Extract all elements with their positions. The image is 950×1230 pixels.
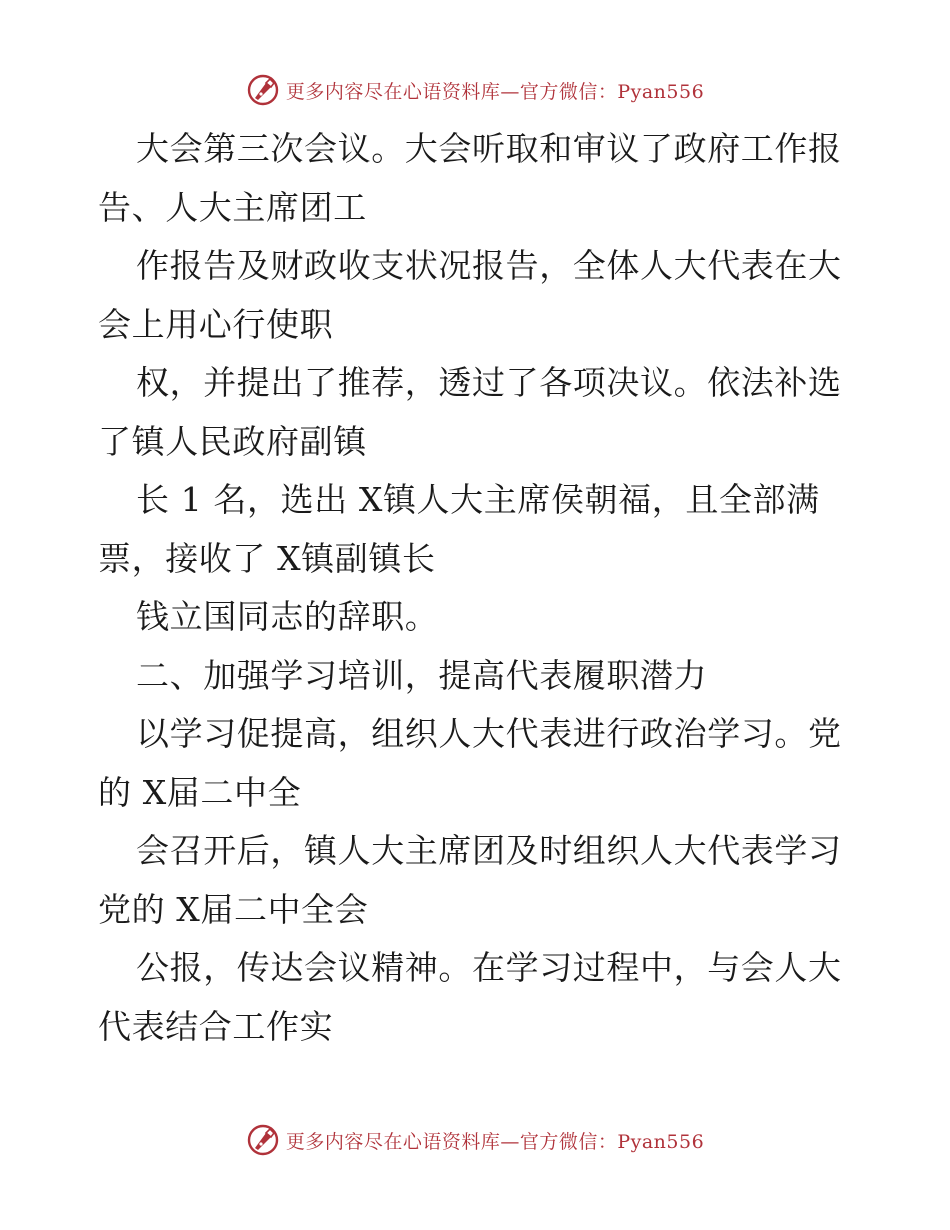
body-line: 票，接收了 X镇副镇长 xyxy=(98,538,436,578)
body-line: 长 1 名，选出 X镇人大主席侯朝福，且全部满 xyxy=(136,480,820,519)
body-line: 公报，传达会议精神。在学习过程中，与会人大 xyxy=(136,948,842,987)
body-line: 代表结合工作实 xyxy=(98,1006,334,1046)
document-body xyxy=(98,120,858,1056)
pen-nib-circle-icon xyxy=(246,73,280,107)
body-line: 以学习促提高，组织人大代表进行政治学习。党 xyxy=(136,714,842,753)
body-line: 作报告及财政收支状况报告，全体人大代表在大 xyxy=(136,246,842,285)
body-line: 会上用心行使职 xyxy=(98,304,334,344)
body-line: 了镇人民政府副镇 xyxy=(98,421,367,461)
body-line: 大会第三次会议。大会听取和审议了政府工作报 xyxy=(136,129,842,168)
body-line: 权，并提出了推荐，透过了各项决议。依法补选 xyxy=(136,363,842,402)
pen-nib-circle-icon xyxy=(246,1123,280,1157)
body-line: 告、人大主席团工 xyxy=(98,187,367,227)
footer-banner xyxy=(0,1120,950,1160)
header-banner-text: 更多内容尽在心语资料库—官方微信：Pyan556 xyxy=(285,80,705,103)
body-line: 会召开后，镇人大主席团及时组织人大代表学习 xyxy=(136,831,842,870)
body-line: 钱立国同志的辞职。 xyxy=(136,597,439,636)
header-banner xyxy=(0,70,950,110)
body-line: 的 X届二中全 xyxy=(98,772,302,812)
section-heading: 二、加强学习培训，提高代表履职潜力 xyxy=(136,655,708,695)
footer-banner-text: 更多内容尽在心语资料库—官方微信：Pyan556 xyxy=(285,1130,705,1153)
body-line: 党的 X届二中全会 xyxy=(98,889,369,929)
